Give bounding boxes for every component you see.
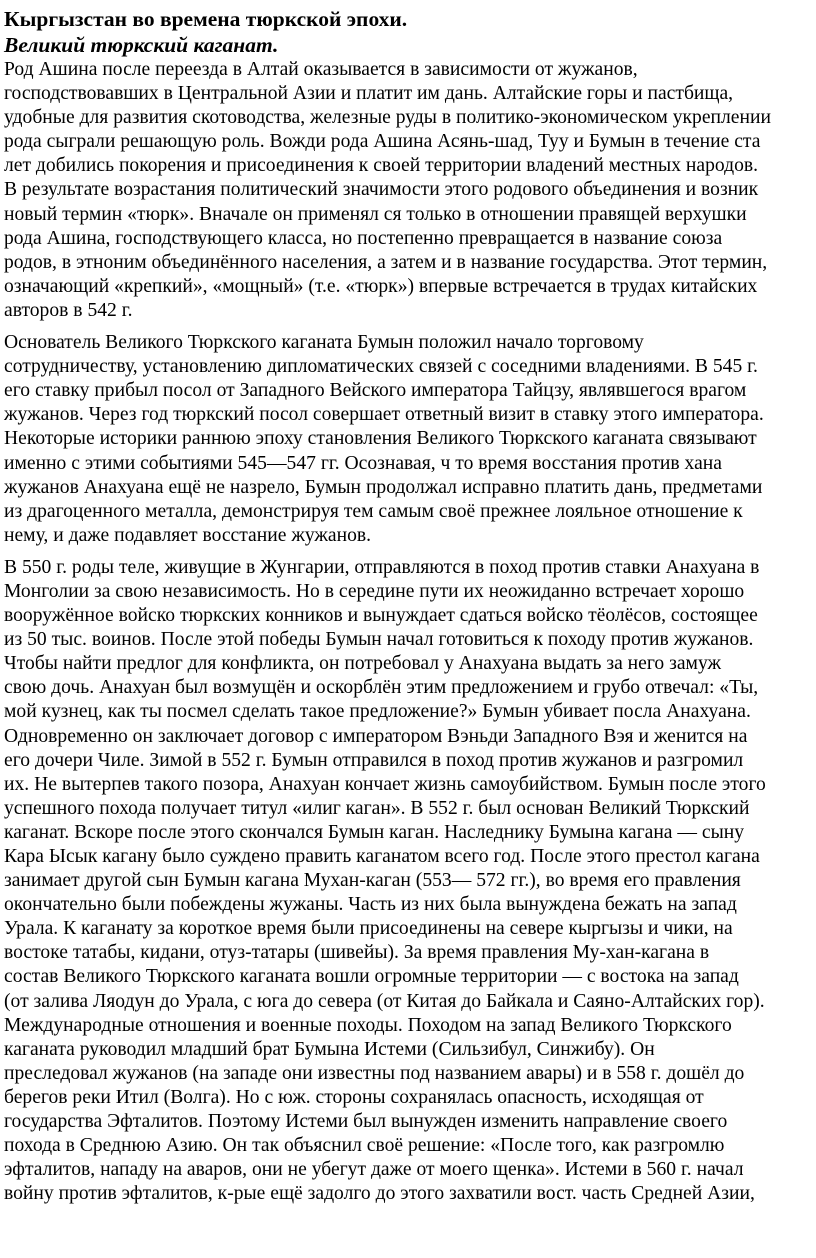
text-line: родов, в этноним объединённого населения, а затем и в название государства. Этот термин,	[4, 251, 768, 273]
text-line: Род Ашина после переезда в Алтай оказывается в зависимости от жужанов,	[4, 59, 638, 80]
text-line: из 50 тыс. воинов. После этой победы Бумын начал готовиться к походу против жужанов.	[4, 629, 754, 651]
text-line: новый термин «тюрк». Вначале он применял ся только в отношении правящей верхушки	[4, 203, 747, 225]
text-line: каганат. Вскоре после этого скончался Бумын каган. Наследнику Бумына кагана — сыну	[4, 821, 745, 843]
text-line: сотрудничеству, установлению дипломатических связей с соседними владениями. В 545 г.	[4, 356, 758, 378]
paragraph	[4, 58, 816, 323]
text-line: состав Великого Тюркского каганата вошли огромные территории — с востока на запад	[4, 966, 739, 988]
text-line: успешного похода получает титул «илиг каган». В 552 г. был основан Великий Тюркский	[4, 797, 750, 819]
document-page	[4, 0, 816, 1206]
text-line: Одновременно он заключает договор с императором Вэньди Западного Вэя и женится на	[4, 725, 748, 747]
text-line: Международные отношения и военные походы. Походом на запад Великого Тюркского	[4, 1014, 732, 1036]
text-line: его дочери Чиле. Зимой в 552 г. Бумын отправился в поход против жужанов и разгромил	[4, 749, 744, 771]
text-line: Монголии за свою независимость. Но в середине пути их неожиданно встречает хорошо	[4, 580, 745, 602]
text-line: Урала. К каганату за короткое время были присоединены на севере кыргызы и чики, на	[4, 918, 733, 940]
text-line: рода Ашина, господствующего класса, но постепенно превращается в название союза	[4, 227, 723, 249]
text-line: нему, и даже подавляет восстание жужанов.	[4, 524, 372, 546]
text-line: эфталитов, нападу на аваров, они не убегут даже от моего щенка». Истеми в 560 г. начал	[4, 1159, 744, 1181]
text-line: похода в Среднюю Азию. Он так объяснил своё решение: «После того, как разгромлю	[4, 1135, 725, 1157]
text-line: лет добились покорения и присоединения к своей территории владений местных народов.	[4, 155, 759, 177]
text-line: преследовал жужанов (на западе они известны под названием авары) и в 558 г. дошёл до	[4, 1062, 745, 1084]
text-line: рода сыграли решающую роль. Вожди рода Ашина Асянь-шад, Туу и Бумын в течение ста	[4, 131, 761, 153]
text-line: жужанов. Через год тюркский посол совершает ответный визит в ставку этого императора.	[4, 404, 764, 426]
text-line: мой кузнец, как ты посмел сделать такое предложение?» Бумын убивает посла Анахуана.	[4, 701, 751, 723]
text-line: Чтобы найти предлог для конфликта, он потребовал у Анахуана выдать за него замуж	[4, 653, 722, 675]
text-line: его ставку прибыл посол от Западного Вейского императора Тайцзу, являвшегося врагом	[4, 380, 747, 402]
text-line: Некоторые историки раннюю эпоху становления Великого Тюркского каганата связывают	[4, 428, 757, 450]
paragraph	[4, 331, 816, 548]
text-line: их. Не вытерпев такого позора, Анахуан кончает жизнь самоубийством. Бумын после этого	[4, 773, 766, 795]
text-line: вооружённое войско тюркских конников и вынуждает сдаться войско тёолёсов, состоящее	[4, 605, 758, 627]
text-line: из драгоценного металла, демонстрируя тем самым своё прежнее лояльное отношение к	[4, 500, 743, 522]
text-line: свою дочь. Анахуан был возмущён и оскорблён этим предложением и грубо отвечал: «Ты,	[4, 677, 759, 699]
text-line: (от залива Ляодун до Урала, с юга до севера (от Китая до Байкала и Саяно-Алтайских гор).	[4, 990, 765, 1012]
text-line: В 550 г. роды теле, живущие в Жунгарии, отправляются в поход против ставки Анахуана в	[4, 556, 760, 578]
text-line: авторов в 542 г.	[4, 299, 133, 321]
text-line: В результате возрастания политический значимости этого родового объединения и возник	[4, 179, 759, 201]
text-line: означающий «крепкий», «мощный» (т.е. «тюрк») впервые встречается в трудах китайских	[4, 275, 758, 297]
text-line: войну против эфталитов, к-рые ещё задолго до этого захватили вост. часть Средней Азии,	[4, 1183, 755, 1205]
text-line: занимает другой сын Бумын кагана Мухан-каган (553— 572 гг.), во время его правления	[4, 870, 741, 892]
text-line: жужанов Анахуана ещё не назрело, Бумын продолжал исправно платить дань, предметами	[4, 476, 763, 498]
text-line: Кара Ысык кагану было суждено править каганатом всего год. После этого престол кагана	[4, 846, 760, 867]
text-line: каганата руководил младший брат Бумына Истеми (Сильзибул, Синжибу). Он	[4, 1038, 655, 1060]
document-subtitle: Великий тюркский каганат.	[4, 33, 279, 57]
text-line: государства Эфталитов. Поэтому Истеми был вынужден изменить направление своего	[4, 1111, 728, 1133]
text-line: востоке татабы, кидани, отуз-татары (шивейы). За время правления Му-хан-кагана в	[4, 942, 710, 964]
text-line: господствовавших в Центральной Азии и платит им дань. Алтайские горы и пастбища,	[4, 83, 734, 105]
text-line: именно с этими событиями 545—547 гг. Осознавая, ч то время восстания против хана	[4, 452, 722, 474]
text-line: окончательно были побеждены жужаны. Часть из них была вынуждена бежать на запад	[4, 894, 737, 916]
text-line: берегов реки Итил (Волга). Но с юж. стороны сохранялась опасность, исходящая от	[4, 1086, 704, 1108]
text-line: удобные для развития скотоводства, железные руды в политико-экономическом укреплении	[4, 107, 771, 129]
document-title: Кыргызстан во времена тюркской эпохи.	[4, 7, 408, 31]
document-body	[4, 58, 816, 1206]
text-line: Основатель Великого Тюркского каганата Бумын положил начало торговому	[4, 332, 644, 354]
paragraph	[4, 556, 816, 1207]
